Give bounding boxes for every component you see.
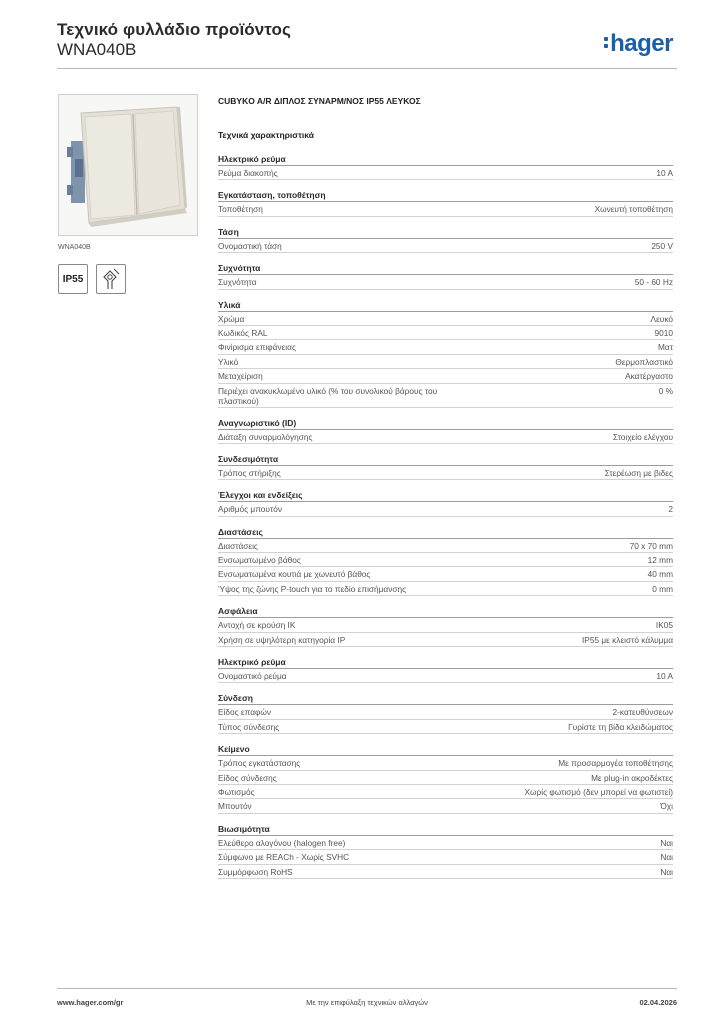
spec-value: 12 mm (647, 555, 673, 566)
hager-logo: hager (604, 30, 673, 58)
spec-value: 0 % (658, 385, 673, 396)
spec-value: Γυρίστε τη βίδα κλειδώματος (568, 721, 673, 732)
spec-label: Τρόπος στήριξης (218, 467, 281, 478)
spec-label: Ενσωματωμένο βάθος (218, 555, 301, 566)
page-header (57, 20, 677, 68)
image-caption: WNA040B (58, 244, 91, 251)
screw-terminal-icon (96, 264, 126, 294)
spec-sections (218, 153, 673, 879)
spec-section-title: Ηλεκτρικό ρεύμα (218, 153, 673, 166)
spec-value: Χωνευτή τοποθέτηση (594, 204, 673, 215)
spec-value: Ακατέργαστο (625, 371, 673, 382)
spec-label: Μεταχείριση (218, 371, 263, 382)
logo-dots-icon (604, 34, 608, 50)
spec-row (218, 502, 673, 516)
spec-value: IK05 (655, 620, 673, 631)
spec-section (218, 489, 673, 516)
spec-label: Φωτισμός (218, 786, 255, 797)
spec-section-title: Υλικά (218, 299, 673, 312)
spec-section-title: Εγκατάσταση, τοποθέτηση (218, 189, 673, 202)
spec-label: Κωδικός RAL (218, 327, 268, 338)
spec-row (218, 466, 673, 480)
product-code: WNA040B (57, 40, 137, 59)
spec-section-title: Συνδεσιμότητα (218, 453, 673, 466)
spec-section (218, 153, 673, 180)
header-divider (57, 68, 677, 69)
spec-row (218, 705, 673, 719)
spec-row (218, 836, 673, 850)
spec-label: Συχνότητα (218, 277, 257, 288)
spec-row (218, 384, 673, 408)
spec-label: Ονομαστικό ρεύμα (218, 671, 287, 682)
spec-value: Στοιχείο ελέγχου (612, 431, 673, 442)
spec-value: 2 (668, 504, 673, 515)
spec-row (218, 785, 673, 799)
spec-section-title: Τάση (218, 226, 673, 239)
spec-row (218, 539, 673, 553)
spec-label: Ύψος της ζώνης P-touch για το πεδίο επισήμανσης (218, 583, 407, 594)
spec-section-title: Διαστάσεις (218, 526, 673, 539)
spec-section (218, 605, 673, 647)
spec-section-title: Κείμενο (218, 743, 673, 756)
spec-value: Με προσαρμογέα τοποθέτησης (558, 758, 673, 769)
spec-label: Περιέχει ανακυκλωμένο υλικό (% του συνολικού βάρους του πλαστικού) (218, 385, 438, 407)
spec-label: Μπουτόν (218, 801, 252, 812)
spec-label: Τύπος σύνδεσης (218, 721, 280, 732)
spec-row (218, 669, 673, 683)
spec-section-title: Βιωσιμότητα (218, 823, 673, 836)
spec-section (218, 656, 673, 683)
spec-label: Αντοχή σε κρούση IK (218, 620, 296, 631)
spec-value: Στερέωση με βιδες (604, 467, 673, 478)
spec-section (218, 823, 673, 879)
spec-label: Ρεύμα διακοπής (218, 168, 278, 178)
spec-value: IP55 με κλειστό κάλυμμα (581, 634, 673, 645)
spec-label: Φινίρισμα επιφάνειας (218, 342, 296, 353)
spec-row (218, 582, 673, 596)
spec-value: 50 - 60 Hz (634, 277, 673, 288)
spec-value: 250 V (651, 240, 673, 251)
spec-label: Διάταξη συναρμολόγησης (218, 431, 313, 442)
product-image (58, 94, 198, 236)
spec-row (218, 369, 673, 383)
spec-row (218, 202, 673, 216)
spec-section-title: Έλεγχοι και ενδείξεις (218, 489, 673, 502)
spec-section (218, 262, 673, 289)
footer-notice: Με την επιφύλαξη τεχνικών αλλαγών (306, 998, 428, 1007)
footer-divider (57, 988, 677, 989)
spec-label: Ενσωματωμένα κουτιά με χωνευτό βάθος (218, 569, 371, 580)
spec-label: Ελεύθερο αλογόνου (halogen free) (218, 837, 346, 848)
footer-date: 02.04.2026 (639, 998, 677, 1007)
spec-section-title: Σύνδεση (218, 692, 673, 705)
spec-section (218, 226, 673, 253)
spec-section (218, 299, 673, 408)
spec-row (218, 567, 673, 581)
spec-value: Όχι (660, 801, 673, 812)
spec-section (218, 526, 673, 597)
spec-section (218, 417, 673, 444)
spec-row (218, 865, 673, 879)
spec-row (218, 720, 673, 734)
spec-row (218, 239, 673, 253)
spec-section (218, 743, 673, 814)
spec-row (218, 771, 673, 785)
spec-value: Με plug-in ακροδέκτες (591, 772, 673, 783)
spec-label: Χρώμα (218, 313, 245, 324)
spec-value: Ναι (660, 852, 673, 863)
document-title: Τεχνικό φυλλάδιο προϊόντος (57, 20, 291, 39)
product-name: CUBYKO A/R ΔΙΠΛΟΣ ΣΥΝΑΡΜ/ΝΟΣ IP55 ΛΕΥΚΟΣ (218, 96, 421, 106)
spec-value: 40 mm (647, 569, 673, 580)
spec-label: Αριθμός μπουτόν (218, 504, 282, 515)
tech-heading: Τεχνικά χαρακτηριστικά (218, 130, 314, 140)
spec-value: 10 A (656, 671, 673, 682)
spec-section (218, 189, 673, 216)
spec-section-title: Αναγνωριστικό (ID) (218, 417, 673, 430)
spec-label: Τρόπος εγκατάστασης (218, 758, 301, 769)
spec-label: Συμμόρφωση RoHS (218, 866, 293, 877)
spec-label: Είδος επαφών (218, 707, 272, 718)
spec-row (218, 799, 673, 813)
spec-row (218, 355, 673, 369)
spec-row (218, 326, 673, 340)
spec-value: 10 A (656, 168, 673, 178)
spec-label: Είδος σύνδεσης (218, 772, 277, 783)
spec-value: Ναι (660, 837, 673, 848)
footer-website: www.hager.com/gr (57, 998, 124, 1007)
spec-value: Λευκό (650, 313, 673, 324)
spec-row (218, 430, 673, 444)
spec-section (218, 692, 673, 734)
spec-row (218, 850, 673, 864)
spec-label: Ονομαστική τάση (218, 240, 282, 251)
spec-value: Ματ (658, 342, 673, 353)
spec-label: Υλικό (218, 356, 239, 367)
spec-label: Τοποθέτηση (218, 204, 263, 215)
spec-row (218, 340, 673, 354)
spec-row (218, 618, 673, 632)
spec-row (218, 312, 673, 326)
spec-value: Ναι (660, 866, 673, 877)
spec-row (218, 553, 673, 567)
spec-value: 2-κατευθύνσεων (612, 707, 673, 718)
spec-content (218, 96, 673, 879)
spec-row (218, 166, 673, 180)
spec-section (218, 453, 673, 480)
ip55-badge: IP55 (58, 264, 88, 294)
spec-section-title: Ηλεκτρικό ρεύμα (218, 656, 673, 669)
spec-section-title: Ασφάλεια (218, 605, 673, 618)
spec-section-title: Συχνότητα (218, 262, 673, 275)
spec-label: Σύμφωνο με REACh - Χωρίς SVHC (218, 852, 350, 863)
spec-row (218, 633, 673, 647)
spec-label: Διαστάσεις (218, 540, 258, 551)
spec-row (218, 756, 673, 770)
spec-value: 70 x 70 mm (629, 540, 673, 551)
spec-value: Θερμοπλαστικό (615, 356, 673, 367)
spec-value: 9010 (654, 327, 673, 338)
spec-value: Χωρίς φωτισμό (δεν μπορεί να φωτιστεί) (524, 786, 673, 797)
spec-row (218, 275, 673, 289)
spec-value: 0 mm (652, 583, 673, 594)
spec-label: Χρήση σε υψηλότερη κατηγορία IP (218, 634, 346, 645)
